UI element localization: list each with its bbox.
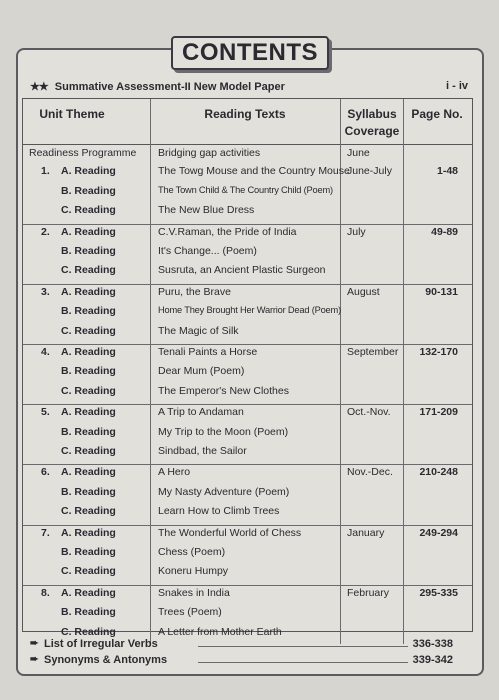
table-row	[23, 565, 472, 584]
reading-text: The Towg Mouse and the Country Mouse	[158, 165, 350, 178]
summative-pages: i - iv	[445, 80, 468, 92]
reading-text: Tenali Paints a Horse	[158, 346, 258, 358]
reading-text: A Hero	[158, 466, 191, 479]
table-row	[23, 286, 472, 305]
page-range: 171-209	[419, 406, 458, 419]
reading-label: C. Reading	[61, 384, 116, 397]
page-range: 249-294	[419, 526, 458, 539]
unit-number: 3.	[41, 285, 50, 298]
contents-table	[22, 98, 473, 638]
syllabus-coverage: February	[347, 586, 390, 599]
reading-text: Learn How to Climb Trees	[158, 505, 280, 518]
syllabus-coverage: June	[347, 147, 370, 159]
page-range: 295-335	[419, 586, 458, 599]
reading-label: B. Reading	[61, 305, 116, 318]
unit-number: 8.	[41, 586, 50, 599]
reading-text: The Emperor's New Clothes	[158, 384, 289, 397]
page-range: 49-89	[431, 225, 458, 238]
table-row	[23, 505, 472, 524]
reading-text: Koneru Humpy	[158, 565, 229, 578]
table-header	[23, 99, 472, 145]
reading-text: Chess (Poem)	[158, 546, 226, 558]
footer-pages: 339-342	[412, 654, 453, 666]
row-divider	[23, 585, 472, 586]
reading-label: A. Reading	[61, 406, 116, 419]
table-row	[23, 426, 472, 445]
unit-number: 6.	[41, 466, 50, 479]
table-row	[23, 406, 472, 425]
table-row	[23, 445, 472, 464]
reading-label: B. Reading	[61, 546, 116, 558]
reading-label: A. Reading	[61, 225, 116, 238]
reading-label: C. Reading	[61, 204, 116, 217]
reading-text: C.V.Raman, the Pride of India	[158, 225, 297, 238]
table-row	[23, 185, 472, 204]
reading-label: B. Reading	[61, 184, 116, 197]
row-divider	[23, 525, 472, 526]
reading-text: My Trip to the Moon (Poem)	[158, 425, 289, 438]
reading-label: B. Reading	[61, 245, 116, 257]
row-divider	[23, 224, 472, 225]
footer-list	[22, 632, 473, 672]
reading-label: C. Reading	[61, 264, 116, 277]
reading-label: A. Reading	[61, 466, 116, 479]
row-divider	[23, 464, 472, 465]
leader-line	[198, 662, 408, 663]
table-row	[23, 385, 472, 404]
header-syllabus: Syllabus	[347, 107, 397, 121]
table-row	[23, 466, 472, 485]
header-reading-texts: Reading Texts	[204, 107, 286, 121]
summative-assessment-row	[30, 80, 468, 96]
reading-text: A Trip to Andaman	[158, 406, 244, 419]
syllabus-coverage: September	[347, 346, 399, 358]
page-title: CONTENTS	[182, 39, 318, 66]
table-row	[23, 546, 472, 565]
unit-label: Readiness Programme	[29, 147, 137, 159]
page-range: 1-48	[436, 165, 458, 178]
table-row	[23, 245, 472, 264]
reading-text: Bridging gap activities	[158, 147, 261, 159]
table-row	[23, 204, 472, 223]
reading-text: Trees (Poem)	[158, 606, 222, 619]
readiness-row	[23, 147, 472, 166]
reading-label: A. Reading	[61, 285, 116, 298]
star-icon: ★★	[30, 81, 48, 93]
leader-line	[198, 646, 408, 647]
unit-number: 5.	[41, 406, 50, 419]
reading-text: Sindbad, the Sailor	[158, 445, 247, 457]
reading-text: My Nasty Adventure (Poem)	[158, 485, 290, 498]
syllabus-coverage: August	[347, 285, 380, 298]
header-unit-theme: Unit Theme	[39, 107, 105, 121]
footer-pages: 336-338	[412, 638, 453, 650]
reading-text: Home They Brought Her Warrior Dead (Poem)	[158, 305, 341, 316]
table-row	[23, 165, 472, 184]
syllabus-coverage: January	[347, 526, 385, 539]
row-divider	[23, 344, 472, 345]
reading-text: It's Change... (Poem)	[158, 245, 257, 257]
row-divider	[23, 284, 472, 285]
footer-row	[22, 654, 473, 670]
reading-label: C. Reading	[61, 505, 116, 518]
unit-number: 1.	[41, 165, 50, 178]
table-row	[23, 527, 472, 546]
header-coverage: Coverage	[344, 124, 400, 138]
summative-label: Summative Assessment-II New Model Paper	[54, 81, 285, 93]
reading-text: Snakes in India	[158, 586, 230, 599]
table-row	[23, 606, 472, 625]
reading-label: A. Reading	[61, 586, 116, 599]
reading-text: The Wonderful World of Chess	[158, 526, 302, 539]
unit-number: 4.	[41, 346, 50, 358]
reading-label: B. Reading	[61, 425, 116, 438]
reading-text: Puru, the Brave	[158, 285, 231, 298]
row-divider	[23, 404, 472, 405]
arrow-bullet-icon: ➨	[30, 638, 39, 649]
syllabus-coverage: Nov.-Dec.	[347, 466, 393, 479]
footer-label: List of Irregular Verbs	[44, 638, 158, 650]
syllabus-coverage: June-July	[347, 165, 392, 178]
reading-label: B. Reading	[61, 365, 116, 378]
unit-number: 7.	[41, 526, 50, 539]
header-page-no: Page No.	[411, 107, 463, 121]
table-row	[23, 587, 472, 606]
reading-label: B. Reading	[61, 606, 116, 619]
reading-label: C. Reading	[61, 324, 116, 337]
reading-label: C. Reading	[61, 445, 116, 457]
contents-title-box	[171, 36, 329, 70]
reading-label: A. Reading	[61, 526, 116, 539]
reading-label: B. Reading	[61, 485, 116, 498]
reading-text: The New Blue Dress	[158, 204, 255, 217]
table-row	[23, 365, 472, 384]
footer-label: Synonyms & Antonyms	[44, 654, 168, 666]
syllabus-coverage: July	[347, 225, 366, 238]
reading-text: The Magic of Silk	[158, 324, 239, 337]
reading-label: C. Reading	[61, 625, 116, 638]
table-row	[23, 486, 472, 505]
footer-row	[22, 638, 473, 654]
reading-label: C. Reading	[61, 565, 116, 578]
page-range: 132-170	[419, 346, 458, 358]
page-range: 90-131	[425, 285, 458, 298]
table-row	[23, 226, 472, 245]
table-row	[23, 346, 472, 365]
reading-label: A. Reading	[61, 165, 116, 178]
reading-text: Dear Mum (Poem)	[158, 365, 245, 378]
reading-text: Susruta, an Ancient Plastic Surgeon	[158, 264, 326, 277]
reading-label: A. Reading	[61, 346, 116, 358]
reading-text: A Letter from Mother Earth	[158, 625, 282, 638]
table-row	[23, 264, 472, 283]
table-row	[23, 325, 472, 344]
table-row	[23, 305, 472, 324]
reading-text: The Town Child & The Country Child (Poem)	[158, 184, 333, 195]
page-range: 210-248	[419, 466, 458, 479]
unit-number: 2.	[41, 225, 50, 238]
syllabus-coverage: Oct.-Nov.	[347, 406, 391, 419]
arrow-bullet-icon: ➨	[30, 654, 39, 665]
